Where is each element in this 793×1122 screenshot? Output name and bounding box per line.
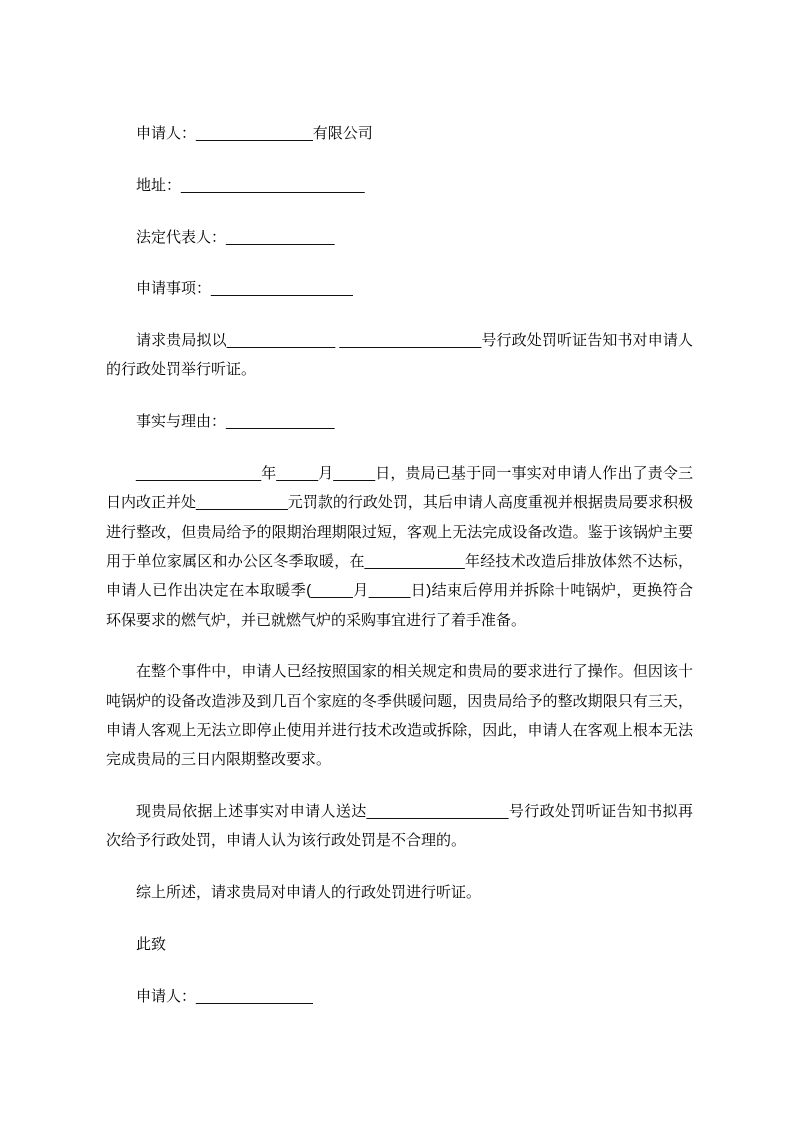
applicant-line: 申请人：______________有限公司 [136, 125, 373, 142]
application-matter-line: 申请事项：_________________ [136, 280, 353, 298]
hearing-request-paragraph: 请求贵局拟以_____________ _________________号行政处罚听证告知书对申请人的行政处罚举行听证。 [106, 332, 693, 379]
summary-request-paragraph: 综上所述，请求贵局对申请人的行政处罚进行听证。 [136, 884, 482, 902]
notice-objection-paragraph: 现贵局依据上述事实对申请人送达_________________号行政处罚听证告知书拟再次给予行政处罚，申请人认为该行政处罚是不合理的。 [106, 803, 693, 850]
signature-applicant-line: 申请人：______________ [136, 987, 313, 1005]
document-content [106, 119, 693, 1011]
salutation-line: 此致 [136, 935, 167, 953]
facts-paragraph-1: _______________年_____月_____日，贵局已基于同一事实对申请人作出了责令三日内改正并处___________元罚款的行政处罚，其后申请人高度重视并根据贵局要求积极进行整改，但贵局给予的限期治理期限过短，客观上无法完成设备改造。鉴于该锅炉主要用于单位家属区和办公区冬季取暖，在____________年经技术改造后排放体然不达标，申请人已作出决定在本取暖季(_____月_____日)结束后停用并拆除十吨锅炉，更换符合环保要求的燃气炉，并已就燃气炉的采购事宜进行了着手准备。 [106, 465, 693, 629]
legal-representative-line: 法定代表人：_____________ [136, 228, 335, 246]
address-line: 地址：______________________ [136, 176, 365, 194]
facts-reasons-label: 事实与理由：_____________ [136, 413, 335, 431]
facts-paragraph-2: 在整个事件中，申请人已经按照国家的相关规定和贵局的要求进行了操作。但因该十吨锅炉的设备改造涉及到几百个家庭的冬季供暖问题，因贵局给予的整改期限只有三天，申请人客观上无法立即停止使用并进行技术改造或拆除，因此，申请人在客观上根本无法完成贵局的三日内限期整改要求。 [106, 663, 693, 769]
